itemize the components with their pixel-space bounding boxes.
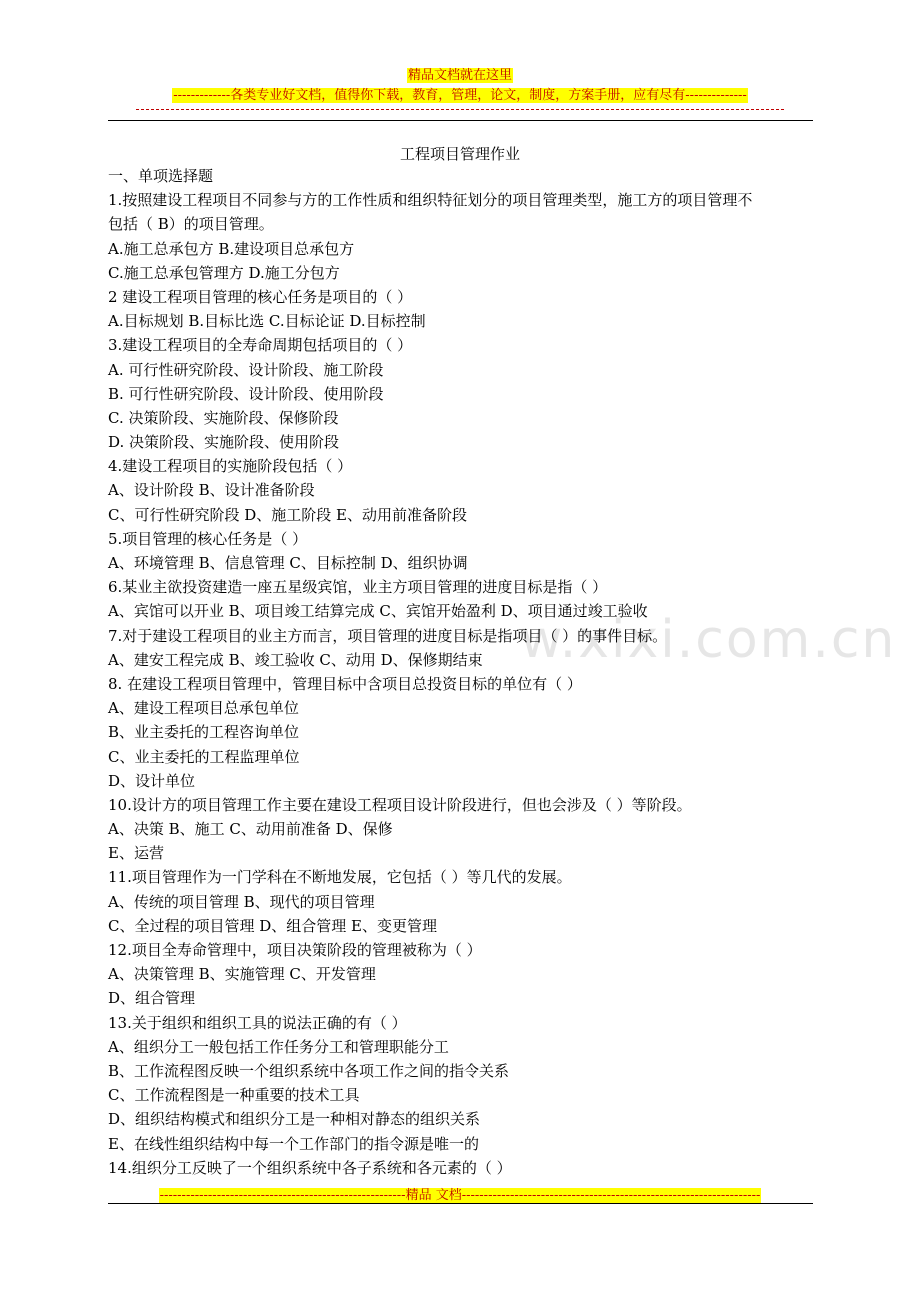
text-line: C、可行性研究阶段 D、施工阶段 E、动用前准备阶段 — [108, 505, 467, 524]
header-dashed-divider — [136, 103, 784, 110]
text-line: 11.项目管理作为一门学科在不断地发展，它包括（ ）等几代的发展。 — [108, 868, 572, 887]
text-line: A.目标规划 B.目标比选 C.目标论证 D.目标控制 — [108, 312, 426, 331]
text-line: C.施工总承包管理方 D.施工分包方 — [108, 263, 340, 282]
text-line: D. 决策阶段、实施阶段、使用阶段 — [108, 433, 340, 452]
text-line: A、建设工程项目总承包单位 — [108, 699, 299, 718]
text-line: 一、单项选择题 — [108, 167, 214, 185]
text-line: 7.对于建设工程项目的业主方而言，项目管理的进度目标是指项目（ ）的事件目标。 — [108, 626, 668, 645]
text-line: A、决策管理 B、实施管理 C、开发管理 — [108, 965, 376, 984]
text-line: C、全过程的项目管理 D、组合管理 E、变更管理 — [108, 916, 437, 935]
document-title: 工程项目管理作业 — [399, 145, 520, 163]
text-line: 3.建设工程项目的全寿命周期包括项目的（ ） — [108, 336, 413, 355]
text-line: D、组合管理 — [108, 989, 196, 1008]
header-title: 精品文档就在这里 — [407, 68, 512, 83]
text-line: 10.设计方的项目管理工作主要在建设工程项目设计阶段进行，但也会涉及（ ）等阶段。 — [108, 795, 692, 814]
text-line: A.施工总承包方 B.建设项目总承包方 — [108, 239, 355, 258]
text-line: A、设计阶段 B、设计准备阶段 — [108, 481, 315, 500]
text-line: C、业主委托的工程监理单位 — [108, 747, 300, 766]
text-line: C、工作流程图是一种重要的技术工具 — [108, 1086, 360, 1105]
text-line: 包括（ B）的项目管理。 — [108, 215, 274, 234]
footer-text: --------------------------------------------------------精品 文档-------------------------------------------------------------------- — [159, 1188, 761, 1203]
watermark: w.xixi.com.cn — [520, 610, 897, 670]
text-line: 8. 在建设工程项目管理中，管理目标中含项目总投资目标的单位有（ ） — [108, 674, 582, 693]
text-line: 4.建设工程项目的实施阶段包括（ ） — [108, 457, 353, 476]
text-line: D、设计单位 — [108, 771, 196, 790]
text-line: C. 决策阶段、实施阶段、保修阶段 — [108, 408, 339, 427]
text-line: 6.某业主欲投资建造一座五星级宾馆，业主方项目管理的进度目标是指（ ） — [108, 578, 608, 597]
text-line: 5.项目管理的核心任务是（ ） — [108, 529, 308, 548]
header-banner-line2 — [0, 84, 920, 104]
footer-rule — [108, 1203, 813, 1204]
text-line: A、传统的项目管理 B、现代的项目管理 — [108, 892, 375, 911]
text-line: A、组织分工一般包括工作任务分工和管理职能分工 — [108, 1037, 449, 1056]
header-rule — [108, 120, 813, 121]
text-line: E、运营 — [108, 844, 164, 863]
text-line: A、建安工程完成 B、竣工验收 C、动用 D、保修期结束 — [108, 650, 483, 669]
header-banner-line1 — [0, 64, 920, 84]
text-line: E、在线性组织结构中每一个工作部门的指令源是唯一的 — [108, 1134, 479, 1153]
text-line: 1.按照建设工程项目不同参与方的工作性质和组织特征划分的项目管理类型，施工方的项目管理不 — [108, 191, 753, 210]
header-subtitle: -------------各类专业好文档，值得你下载，教育，管理，论文，制度，方案手册，应有尽有-------------- — [173, 88, 747, 103]
text-line: B、业主委托的工程咨询单位 — [108, 723, 300, 742]
document-body — [108, 164, 813, 1180]
text-line: 2 建设工程项目管理的核心任务是项目的（ ） — [108, 287, 413, 306]
text-line: A、决策 B、施工 C、动用前准备 D、保修 — [108, 820, 393, 839]
text-line: A、宾馆可以开业 B、项目竣工结算完成 C、宾馆开始盈利 D、项目通过竣工验收 — [108, 602, 648, 621]
text-line: 13.关于组织和组织工具的说法正确的有（ ） — [108, 1013, 407, 1032]
text-line: A. 可行性研究阶段、设计阶段、施工阶段 — [108, 360, 384, 379]
text-line: 12.项目全寿命管理中，项目决策阶段的管理被称为（ ） — [108, 941, 482, 959]
text-line: B. 可行性研究阶段、设计阶段、使用阶段 — [108, 384, 384, 403]
text-line: D、组织结构模式和组织分工是一种相对静态的组织关系 — [108, 1110, 481, 1129]
text-line: A、环境管理 B、信息管理 C、目标控制 D、组织协调 — [108, 554, 468, 572]
text-line: B、工作流程图反映一个组织系统中各项工作之间的指令关系 — [108, 1061, 510, 1080]
text-line: 14.组织分工反映了一个组织系统中各子系统和各元素的（ ） — [108, 1158, 512, 1177]
footer-banner — [0, 1184, 920, 1204]
